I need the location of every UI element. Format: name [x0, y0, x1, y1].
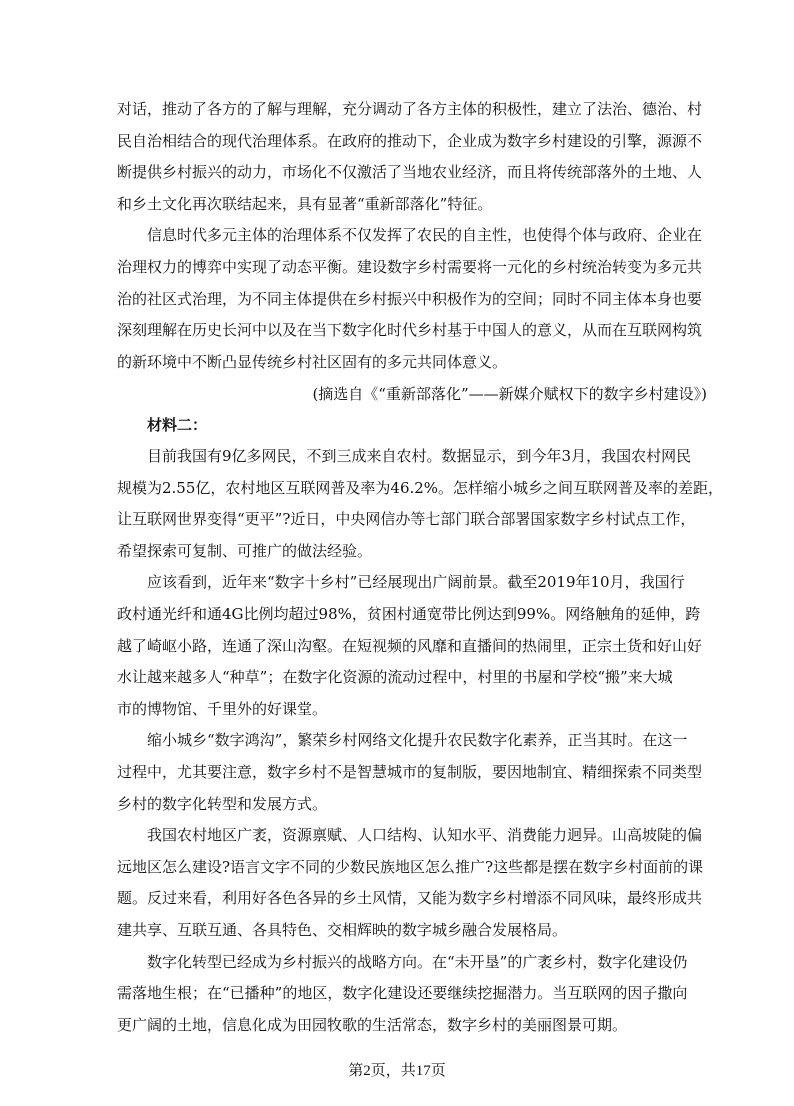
paragraph — [117, 441, 724, 567]
text-line: 我国农村地区广袤，资源禀赋、人口结构、认知水平、消费能力迥异。山高坡陡的偏 — [147, 826, 703, 845]
text-line: 的新环境中不断凸显传统乡村社区固有的多元共同体意义。 — [117, 352, 508, 371]
bottom-text-block — [117, 441, 724, 1041]
paragraph — [117, 94, 703, 220]
text-line: 题。反过来看，利用好各色各异的乡土风情，又能为数字乡村增添不同风味，最终形成共 — [117, 889, 703, 908]
paragraph — [117, 725, 703, 820]
paragraph — [117, 567, 703, 725]
section-heading: 材料二： — [147, 416, 208, 434]
paragraph — [117, 220, 703, 378]
text-line: 更广阔的土地，信息化成为田园牧歌的生活常态，数字乡村的美丽图景可期。 — [117, 1015, 628, 1034]
text-line: 应该看到，近年来“数字十乡村”已经展现出广阔前景。截至2019年10月，我国行 — [147, 573, 685, 592]
text-line: 信息时代多元主体的治理体系不仅发挥了农民的自主性，也使得个体与政府、企业在 — [147, 226, 703, 245]
text-line: 政村通光纤和通4G比例均超过98%，贫困村通宽带比例达到99%。网络触角的延伸，跨 — [117, 604, 701, 623]
text-line: 断提供乡村振兴的动力，市场化不仅激活了当地农业经济，而且将传统部落外的土地、人 — [117, 163, 703, 182]
text-line: 治理权力的博弈中实现了动态平衡。建设数字乡村需要将一元化的乡村统治转变为多元共 — [117, 257, 703, 276]
text-line: 和乡土文化再次联结起来，具有显著“重新部落化”特征。 — [117, 194, 493, 213]
text-line: 让互联网世界变得“更平”?近日，中央网信办等七部门联合部署国家数字乡村试点工作， — [117, 510, 696, 529]
text-line: 民自治相结合的现代治理体系。在政府的推动下，企业成为数字乡村建设的引擎，源源不 — [117, 131, 703, 150]
text-line: 治的社区式治理，为不同主体提供在乡村振兴中积极作为的空间；同时不同主体本身也要 — [117, 289, 703, 308]
text-line: 水让越来越多人“种草”；在数字化资源的流动过程中，村里的书屋和学校“搬”来大城 — [117, 668, 673, 687]
text-line: 深刻理解在历史长河中以及在当下数字化时代乡村基于中国人的意义，从而在互联网构筑 — [117, 321, 703, 340]
text-line: 建共享、互联互通、各具特色、交相辉映的数字城乡融合发展格局。 — [117, 920, 568, 939]
source-citation: (摘选自《“重新部落化”——新媒介赋权下的数字乡村建设》) — [312, 385, 707, 403]
text-line: 目前我国有9亿多网民，不到三成来自农村。数据显示，到今年3月，我国农村网民 — [147, 447, 692, 465]
text-line: 希望探索可复制、可推广的做法经验。 — [117, 541, 373, 560]
text-line: 远地区怎么建设?语言文字不同的少数民族地区怎么推广?这些都是摆在数字乡村面前的课 — [117, 857, 704, 876]
text-line: 需落地生根；在“已播种”的地区，数字化建设还要继续挖掘潜力。当互联网的因子撒向 — [117, 984, 688, 1003]
page-footer: 第2页，共17页 — [348, 1063, 446, 1079]
text-line: 过程中，尤其要注意，数字乡村不是智慧城市的复制版，要因地制宜、精细探索不同类型 — [117, 762, 703, 781]
text-line: 越了崎岖小路，连通了深山沟壑。在短视频的风靡和直播间的热闹里，正宗土货和好山好 — [117, 636, 703, 655]
text-line: 对话，推动了各方的了解与理解，充分调动了各方主体的积极性，建立了法治、德治、村 — [117, 100, 703, 118]
text-line: 乡村的数字化转型和发展方式。 — [117, 794, 328, 813]
text-line: 市的博物馆、千里外的好课堂。 — [117, 699, 328, 718]
top-text-block — [117, 94, 703, 378]
text-line: 缩小城乡“数字鸿沟”，繁荣乡村网络文化提升农民数字化素养，正当其时。在这一 — [147, 731, 688, 750]
text-line: 数字化转型已经成为乡村振兴的战略方向。在“未开垦”的广袤乡村，数字化建设仍 — [147, 952, 688, 971]
paragraph — [117, 947, 688, 1042]
text-line: 规模为2.55亿，农村地区互联网普及率为46.2%。怎样缩小城乡之间互联网普及率的差距， — [117, 478, 724, 497]
paragraph — [117, 820, 704, 946]
